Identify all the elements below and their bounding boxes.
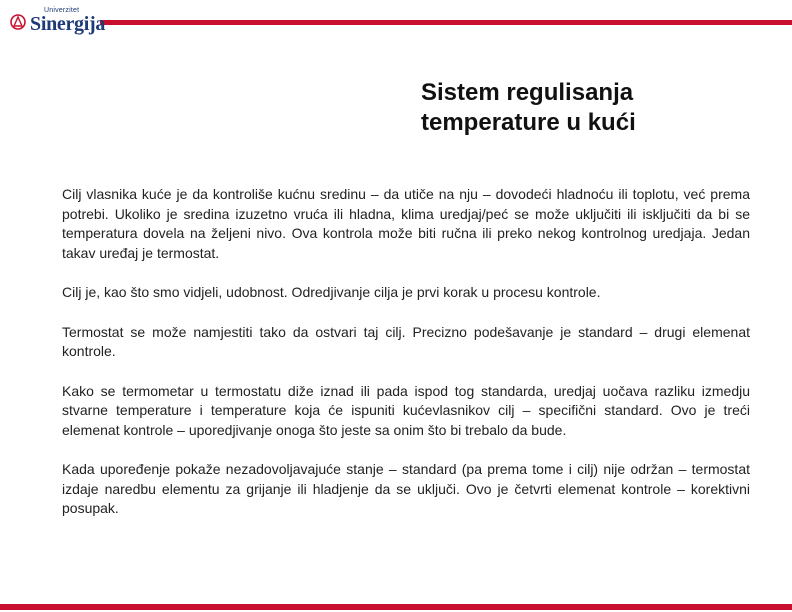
body-paragraph: Termostat se može namjestiti tako da ostvari taj cilj. Precizno podešavanje je standard – drugi elemenat kontrole.: [62, 323, 750, 359]
slide-title: Sistem regulisanja temperature u kući: [421, 79, 636, 136]
body-paragraph: Cilj vlasnika kuće je da kontroliše kućnu sredinu – da utiče na nju – dovodeći hladnoću ili toplotu, već prema potrebi. Ukoliko je sredina izuzetno vruća ili hladna, klima uredjaj/peć se može uključiti ili isključiti da bi se temperatura dovela na željeni nivo. Ova kontrola može biti ručna ili preko nekog kontrolnog uredjaja. Jedan takav uređaj je termostat.: [62, 186, 750, 261]
body-paragraph: Kako se termometar u termostatu diže iznad ili pada ispod tog standarda, uredjaj uočava razliku izmedju stvarne temperature i temperature koja će ispuniti kućevlasnikov cilj – specifični standard. Ovo je treći elemenat kontrole – uporedjivanje onoga što jeste sa onim što bi trebalo da bude.: [62, 382, 750, 438]
slide-body: [62, 185, 750, 539]
body-paragraph: Kada upoređenje pokaže nezadovoljavajuće stanje – standard (pa prema tome i cilj) nije održan – termostat izdaje naredbu elementu za grijanje ili hladjenje da se uključi. Ovo je četvrti elemenat kontrole – korektivni posupak.: [62, 461, 750, 516]
logo-name: Sinergija: [30, 13, 106, 35]
university-logo: [8, 6, 106, 36]
university-emblem-icon: [10, 14, 26, 30]
footer-accent-bar: [0, 604, 792, 610]
logo-subtitle: Univerzitet: [44, 7, 80, 14]
header-accent-bar: [100, 20, 792, 25]
body-paragraph: Cilj je, kao što smo vidjeli, udobnost. Odredjivanje cilja je prvi korak u procesu kontrole.: [62, 284, 601, 300]
